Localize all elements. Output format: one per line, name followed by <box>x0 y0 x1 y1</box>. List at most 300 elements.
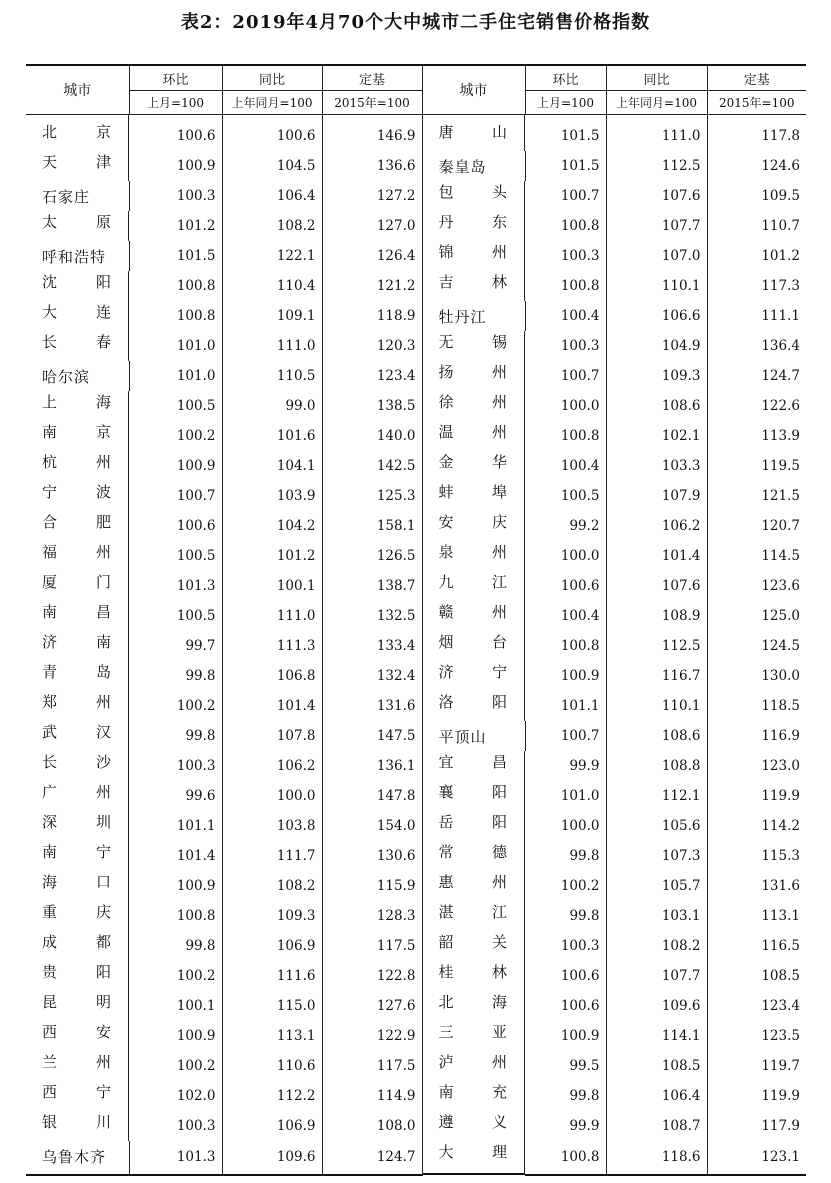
index-mom-left: 99.6 <box>129 781 222 811</box>
index-yoy-left: 100.1 <box>222 571 322 601</box>
index-fixed-left: 122.8 <box>322 961 422 991</box>
table-row <box>26 331 806 361</box>
index-mom-left: 101.4 <box>129 841 222 871</box>
index-fixed-left: 136.1 <box>322 751 422 781</box>
index-fixed-left: 117.5 <box>322 931 422 961</box>
index-mom-left: 99.8 <box>129 931 222 961</box>
index-fixed-left: 128.3 <box>322 901 422 931</box>
city-name-left: 北 京 <box>26 115 129 151</box>
index-fixed-left: 114.9 <box>322 1081 422 1111</box>
table-row <box>26 961 806 991</box>
index-fixed-right: 131.6 <box>761 878 800 894</box>
index-yoy-right: 107.7 <box>606 961 707 991</box>
index-fixed-left: 147.8 <box>322 781 422 811</box>
city-name-right: 烟 台 <box>423 631 526 661</box>
header-mom-right: 环比 <box>525 65 606 91</box>
index-fixed-right: 109.5 <box>761 188 800 204</box>
index-mom-left: 100.5 <box>129 391 222 421</box>
city-name-left: 郑 州 <box>26 691 129 721</box>
city-name-left: 西 安 <box>26 1021 129 1051</box>
city-name-right: 唐 山 <box>423 115 526 151</box>
city-name-right: 济 宁 <box>423 661 526 691</box>
index-fixed-right: 123.6 <box>761 578 800 594</box>
index-mom-left: 100.6 <box>129 115 222 152</box>
index-yoy-right: 106.2 <box>606 511 707 541</box>
index-mom-right: 100.9 <box>525 661 606 691</box>
index-mom-left: 102.0 <box>129 1081 222 1111</box>
city-name-right: 韶 关 <box>423 931 526 961</box>
index-fixed-left: 130.6 <box>322 841 422 871</box>
index-mom-right: 100.3 <box>525 931 606 961</box>
index-mom-right: 100.5 <box>525 481 606 511</box>
index-mom-left: 100.9 <box>129 451 222 481</box>
table-body <box>26 115 806 1176</box>
city-name-right: 锦 州 <box>423 241 526 271</box>
index-yoy-right: 116.7 <box>606 661 707 691</box>
index-fixed-right: 121.5 <box>761 488 800 504</box>
index-yoy-left: 111.0 <box>222 601 322 631</box>
index-mom-right: 100.3 <box>525 331 606 361</box>
city-name-left: 兰 州 <box>26 1051 129 1081</box>
index-yoy-right: 105.7 <box>606 871 707 901</box>
city-name-left: 昆 明 <box>26 991 129 1021</box>
index-fixed-right: 101.2 <box>761 248 800 264</box>
index-yoy-left: 106.2 <box>222 751 322 781</box>
city-name-left: 宁 波 <box>26 481 129 511</box>
index-yoy-right: 110.1 <box>606 271 707 301</box>
index-mom-right: 100.0 <box>525 541 606 571</box>
table-row <box>26 115 806 152</box>
city-name-right: 安 庆 <box>423 511 526 541</box>
index-fixed-right: 130.0 <box>761 668 800 684</box>
city-name-right: 北 海 <box>423 991 526 1021</box>
header-yoy-right: 同比 <box>606 65 707 91</box>
index-fixed-left: 133.4 <box>322 631 422 661</box>
city-name-right: 桂 林 <box>423 961 526 991</box>
table-row <box>26 871 806 901</box>
index-fixed-right: 113.9 <box>761 428 800 444</box>
index-yoy-right: 112.1 <box>606 781 707 811</box>
index-fixed-left: 142.5 <box>322 451 422 481</box>
city-name-right: 大 理 <box>423 1141 526 1175</box>
city-name-right: 丹 东 <box>423 211 526 241</box>
index-fixed-right: 119.5 <box>761 458 800 474</box>
city-name-right: 南 充 <box>423 1081 526 1111</box>
index-yoy-left: 103.9 <box>222 481 322 511</box>
table-row <box>26 841 806 871</box>
index-fixed-left: 131.6 <box>322 691 422 721</box>
index-yoy-right: 110.1 <box>606 691 707 721</box>
index-yoy-right: 101.4 <box>606 541 707 571</box>
table-row <box>26 181 806 211</box>
index-fixed-left: 127.2 <box>322 181 422 211</box>
index-yoy-left: 109.6 <box>222 1141 322 1175</box>
index-fixed-left: 117.5 <box>322 1051 422 1081</box>
index-fixed-left: 123.4 <box>322 361 422 391</box>
city-name-left: 上 海 <box>26 391 129 421</box>
index-mom-right: 99.9 <box>525 751 606 781</box>
index-fixed-right: 119.7 <box>761 1058 800 1074</box>
table-row <box>26 151 806 181</box>
city-name-right: 常 德 <box>423 841 526 871</box>
index-yoy-left: 101.4 <box>222 691 322 721</box>
table-row <box>26 751 806 781</box>
index-fixed-left: 132.5 <box>322 601 422 631</box>
index-mom-left: 101.2 <box>129 211 222 241</box>
index-mom-left: 100.1 <box>129 991 222 1021</box>
table-row <box>26 721 806 751</box>
index-yoy-left: 110.4 <box>222 271 322 301</box>
index-fixed-right: 124.6 <box>761 158 800 174</box>
index-yoy-right: 108.6 <box>606 721 707 751</box>
city-name-left: 太 原 <box>26 211 129 241</box>
index-fixed-left: 121.2 <box>322 271 422 301</box>
city-name-right: 赣 州 <box>423 601 526 631</box>
index-mom-right: 101.1 <box>525 691 606 721</box>
city-name-left: 呼和浩特 <box>26 241 129 271</box>
index-mom-right: 100.7 <box>525 361 606 391</box>
header-fixed-base-right: 2015年=100 <box>707 91 806 115</box>
index-yoy-left: 110.5 <box>222 361 322 391</box>
index-yoy-right: 108.7 <box>606 1111 707 1141</box>
city-name-right: 洛 阳 <box>423 691 526 721</box>
table-row <box>26 241 806 271</box>
city-name-right: 襄 阳 <box>423 781 526 811</box>
index-mom-left: 99.8 <box>129 721 222 751</box>
index-mom-left: 101.0 <box>129 361 222 391</box>
index-mom-left: 100.5 <box>129 541 222 571</box>
index-mom-right: 101.0 <box>525 781 606 811</box>
index-fixed-left: 126.5 <box>322 541 422 571</box>
index-yoy-left: 122.1 <box>222 241 322 271</box>
index-mom-left: 101.0 <box>129 331 222 361</box>
index-yoy-left: 112.2 <box>222 1081 322 1111</box>
header-fixed-base-left: 2015年=100 <box>322 91 422 115</box>
header-city-left: 城市 <box>26 65 129 115</box>
table-row <box>26 391 806 421</box>
index-fixed-right: 123.4 <box>761 998 800 1014</box>
table-row <box>26 1141 806 1175</box>
index-mom-right: 100.9 <box>525 1021 606 1051</box>
index-mom-left: 100.3 <box>129 181 222 211</box>
city-name-left: 长 沙 <box>26 751 129 781</box>
table-row <box>26 931 806 961</box>
index-fixed-left: 136.6 <box>322 151 422 181</box>
city-name-left: 广 州 <box>26 781 129 811</box>
table-row <box>26 691 806 721</box>
index-fixed-left: 118.9 <box>322 301 422 331</box>
index-mom-right: 99.8 <box>525 901 606 931</box>
index-fixed-left: 127.0 <box>322 211 422 241</box>
index-yoy-right: 111.0 <box>606 115 707 152</box>
city-name-right: 金 华 <box>423 451 526 481</box>
index-mom-left: 100.6 <box>129 511 222 541</box>
table-row <box>26 1081 806 1111</box>
index-yoy-left: 115.0 <box>222 991 322 1021</box>
index-yoy-left: 104.1 <box>222 451 322 481</box>
index-yoy-left: 106.9 <box>222 931 322 961</box>
city-name-left: 杭 州 <box>26 451 129 481</box>
index-mom-left: 100.8 <box>129 301 222 331</box>
city-name-right: 平顶山 <box>422 721 525 751</box>
index-fixed-left: 132.4 <box>322 661 422 691</box>
table-row <box>26 661 806 691</box>
table-row <box>26 481 806 511</box>
index-yoy-right: 107.6 <box>606 181 707 211</box>
table-row <box>26 451 806 481</box>
city-name-right: 无 锡 <box>423 331 526 361</box>
index-fixed-right: 123.1 <box>707 1141 806 1175</box>
index-mom-right: 99.8 <box>525 841 606 871</box>
city-name-right: 温 州 <box>423 421 526 451</box>
index-mom-left: 100.3 <box>129 1111 222 1141</box>
index-yoy-right: 107.0 <box>606 241 707 271</box>
index-mom-right: 100.2 <box>525 871 606 901</box>
city-name-left: 天 津 <box>26 151 129 181</box>
table-row <box>26 541 806 571</box>
table-row <box>26 781 806 811</box>
index-yoy-left: 103.8 <box>222 811 322 841</box>
city-name-left: 福 州 <box>26 541 129 571</box>
index-fixed-left: 138.7 <box>322 571 422 601</box>
index-yoy-right: 108.8 <box>606 751 707 781</box>
index-mom-left: 100.2 <box>129 691 222 721</box>
index-yoy-left: 100.6 <box>222 115 322 152</box>
city-name-left: 长 春 <box>26 331 129 361</box>
city-name-right: 岳 阳 <box>423 811 526 841</box>
index-fixed-right: 124.5 <box>761 638 800 654</box>
table-row <box>26 511 806 541</box>
price-index-table <box>26 64 806 1176</box>
table-row <box>26 1021 806 1051</box>
index-yoy-right: 108.6 <box>606 391 707 421</box>
index-yoy-right: 108.2 <box>606 931 707 961</box>
index-mom-right: 100.8 <box>525 211 606 241</box>
index-fixed-right: 111.1 <box>761 308 800 324</box>
index-yoy-left: 107.8 <box>222 721 322 751</box>
index-yoy-right: 112.5 <box>606 631 707 661</box>
index-yoy-right: 103.3 <box>606 451 707 481</box>
table-row <box>26 301 806 331</box>
index-mom-left: 99.8 <box>129 661 222 691</box>
index-fixed-left: 154.0 <box>322 811 422 841</box>
city-name-left: 厦 门 <box>26 571 129 601</box>
index-mom-right: 100.8 <box>525 631 606 661</box>
index-fixed-right: 136.4 <box>761 338 800 354</box>
index-yoy-right: 109.3 <box>606 361 707 391</box>
header-mom-left: 环比 <box>129 65 222 91</box>
index-yoy-right: 102.1 <box>606 421 707 451</box>
table-row <box>26 1051 806 1081</box>
city-name-right: 秦皇岛 <box>422 151 525 181</box>
index-mom-right: 100.6 <box>525 991 606 1021</box>
index-mom-right: 99.9 <box>525 1111 606 1141</box>
index-yoy-left: 111.6 <box>222 961 322 991</box>
index-mom-left: 101.1 <box>129 811 222 841</box>
city-name-right: 泸 州 <box>423 1051 526 1081</box>
city-name-left: 海 口 <box>26 871 129 901</box>
index-fixed-right: 116.5 <box>761 938 800 954</box>
city-name-right: 遵 义 <box>423 1111 526 1141</box>
table-row <box>26 631 806 661</box>
index-mom-left: 100.5 <box>129 601 222 631</box>
index-mom-right: 100.4 <box>525 301 606 331</box>
header-mom-base-right: 上月=100 <box>525 91 606 115</box>
table-row <box>26 601 806 631</box>
index-fixed-right: 108.5 <box>761 968 800 984</box>
city-name-left: 成 都 <box>26 931 129 961</box>
index-fixed-right: 117.8 <box>761 128 800 144</box>
index-fixed-left: 122.9 <box>322 1021 422 1051</box>
index-mom-right: 100.8 <box>525 1141 606 1175</box>
index-mom-left: 100.2 <box>129 1051 222 1081</box>
table-title: 表2：2019年4月70个大中城市二手住宅销售价格指数 <box>180 12 651 33</box>
header-fixed-left: 定基 <box>322 65 422 91</box>
index-yoy-right: 107.7 <box>606 211 707 241</box>
city-name-left: 石家庄 <box>26 181 129 211</box>
index-fixed-left: 120.3 <box>322 331 422 361</box>
header-fixed-right: 定基 <box>707 65 806 91</box>
index-yoy-right: 104.9 <box>606 331 707 361</box>
index-fixed-right: 114.2 <box>761 818 800 834</box>
index-yoy-right: 106.6 <box>606 301 707 331</box>
city-name-left: 西 宁 <box>26 1081 129 1111</box>
city-name-right: 吉 林 <box>423 271 526 301</box>
city-name-left: 南 昌 <box>26 601 129 631</box>
header-city-right: 城市 <box>422 65 525 115</box>
index-yoy-left: 108.2 <box>222 871 322 901</box>
city-name-left: 南 宁 <box>26 841 129 871</box>
index-yoy-left: 101.6 <box>222 421 322 451</box>
city-name-left: 哈尔滨 <box>26 361 129 391</box>
index-yoy-left: 106.8 <box>222 661 322 691</box>
city-name-left: 银 川 <box>26 1111 129 1141</box>
index-mom-left: 99.7 <box>129 631 222 661</box>
index-fixed-right: 125.0 <box>761 608 800 624</box>
index-yoy-right: 105.6 <box>606 811 707 841</box>
index-fixed-left: 158.1 <box>322 511 422 541</box>
table-row <box>26 991 806 1021</box>
city-name-left: 贵 阳 <box>26 961 129 991</box>
index-fixed-left: 108.0 <box>322 1111 422 1141</box>
index-yoy-left: 113.1 <box>222 1021 322 1051</box>
city-name-left: 大 连 <box>26 301 129 331</box>
city-name-right: 扬 州 <box>423 361 526 391</box>
index-fixed-left: 146.9 <box>322 115 422 152</box>
city-name-right: 徐 州 <box>423 391 526 421</box>
city-name-left: 武 汉 <box>26 721 129 751</box>
city-name-right: 牡丹江 <box>422 301 525 331</box>
city-name-right: 湛 江 <box>423 901 526 931</box>
index-mom-right: 100.6 <box>525 961 606 991</box>
index-mom-right: 100.6 <box>525 571 606 601</box>
city-name-left: 乌鲁木齐 <box>26 1141 129 1175</box>
table-row <box>26 421 806 451</box>
index-mom-right: 100.7 <box>525 181 606 211</box>
index-mom-right: 100.4 <box>525 451 606 481</box>
index-mom-left: 101.5 <box>129 241 222 271</box>
index-mom-left: 101.3 <box>129 1141 222 1175</box>
index-mom-right: 100.0 <box>525 391 606 421</box>
index-fixed-right: 122.6 <box>761 398 800 414</box>
table-row <box>26 271 806 301</box>
city-name-right: 泉 州 <box>423 541 526 571</box>
index-mom-left: 100.9 <box>129 151 222 181</box>
index-yoy-left: 109.1 <box>222 301 322 331</box>
index-mom-right: 101.5 <box>525 115 606 152</box>
index-yoy-left: 106.9 <box>222 1111 322 1141</box>
index-fixed-left: 124.7 <box>322 1141 422 1175</box>
index-fixed-right: 115.3 <box>761 848 800 864</box>
index-mom-right: 99.8 <box>525 1081 606 1111</box>
index-yoy-right: 106.4 <box>606 1081 707 1111</box>
city-name-left: 合 肥 <box>26 511 129 541</box>
index-yoy-left: 109.3 <box>222 901 322 931</box>
index-yoy-left: 108.2 <box>222 211 322 241</box>
index-yoy-left: 101.2 <box>222 541 322 571</box>
index-yoy-left: 110.6 <box>222 1051 322 1081</box>
index-yoy-left: 100.0 <box>222 781 322 811</box>
index-yoy-right: 107.3 <box>606 841 707 871</box>
index-fixed-right: 120.7 <box>761 518 800 534</box>
index-fixed-right: 119.9 <box>761 788 800 804</box>
index-mom-left: 100.9 <box>129 871 222 901</box>
index-yoy-left: 111.7 <box>222 841 322 871</box>
city-name-left: 青 岛 <box>26 661 129 691</box>
index-yoy-right: 114.1 <box>606 1021 707 1051</box>
table-row <box>26 361 806 391</box>
index-fixed-right: 119.9 <box>761 1088 800 1104</box>
city-name-right: 惠 州 <box>423 871 526 901</box>
index-yoy-right: 103.1 <box>606 901 707 931</box>
index-yoy-right: 118.6 <box>606 1141 707 1175</box>
index-mom-left: 100.7 <box>129 481 222 511</box>
index-fixed-left: 140.0 <box>322 421 422 451</box>
index-fixed-left: 125.3 <box>322 481 422 511</box>
index-yoy-right: 108.9 <box>606 601 707 631</box>
index-fixed-right: 118.5 <box>761 698 800 714</box>
city-name-right: 九 江 <box>423 571 526 601</box>
index-mom-left: 100.3 <box>129 751 222 781</box>
index-fixed-right: 123.0 <box>761 758 800 774</box>
header-yoy-base-left: 上年同月=100 <box>222 91 322 115</box>
index-fixed-right: 117.3 <box>761 278 800 294</box>
index-fixed-right: 110.7 <box>761 218 800 234</box>
city-name-left: 沈 阳 <box>26 271 129 301</box>
index-yoy-left: 104.5 <box>222 151 322 181</box>
city-name-left: 济 南 <box>26 631 129 661</box>
index-mom-right: 100.4 <box>525 601 606 631</box>
city-name-right: 蚌 埠 <box>423 481 526 511</box>
city-name-left: 深 圳 <box>26 811 129 841</box>
index-fixed-left: 147.5 <box>322 721 422 751</box>
index-fixed-left: 138.5 <box>322 391 422 421</box>
index-yoy-right: 109.6 <box>606 991 707 1021</box>
table-row <box>26 571 806 601</box>
index-mom-left: 100.2 <box>129 421 222 451</box>
index-yoy-left: 99.0 <box>222 391 322 421</box>
table-row <box>26 211 806 241</box>
city-name-left: 重 庆 <box>26 901 129 931</box>
index-fixed-left: 126.4 <box>322 241 422 271</box>
table-row <box>26 811 806 841</box>
city-name-right: 包 头 <box>423 181 526 211</box>
index-fixed-right: 116.9 <box>761 728 800 744</box>
index-fixed-right: 117.9 <box>761 1118 800 1134</box>
index-mom-left: 100.9 <box>129 1021 222 1051</box>
index-fixed-right: 113.1 <box>761 908 800 924</box>
index-mom-right: 100.8 <box>525 421 606 451</box>
